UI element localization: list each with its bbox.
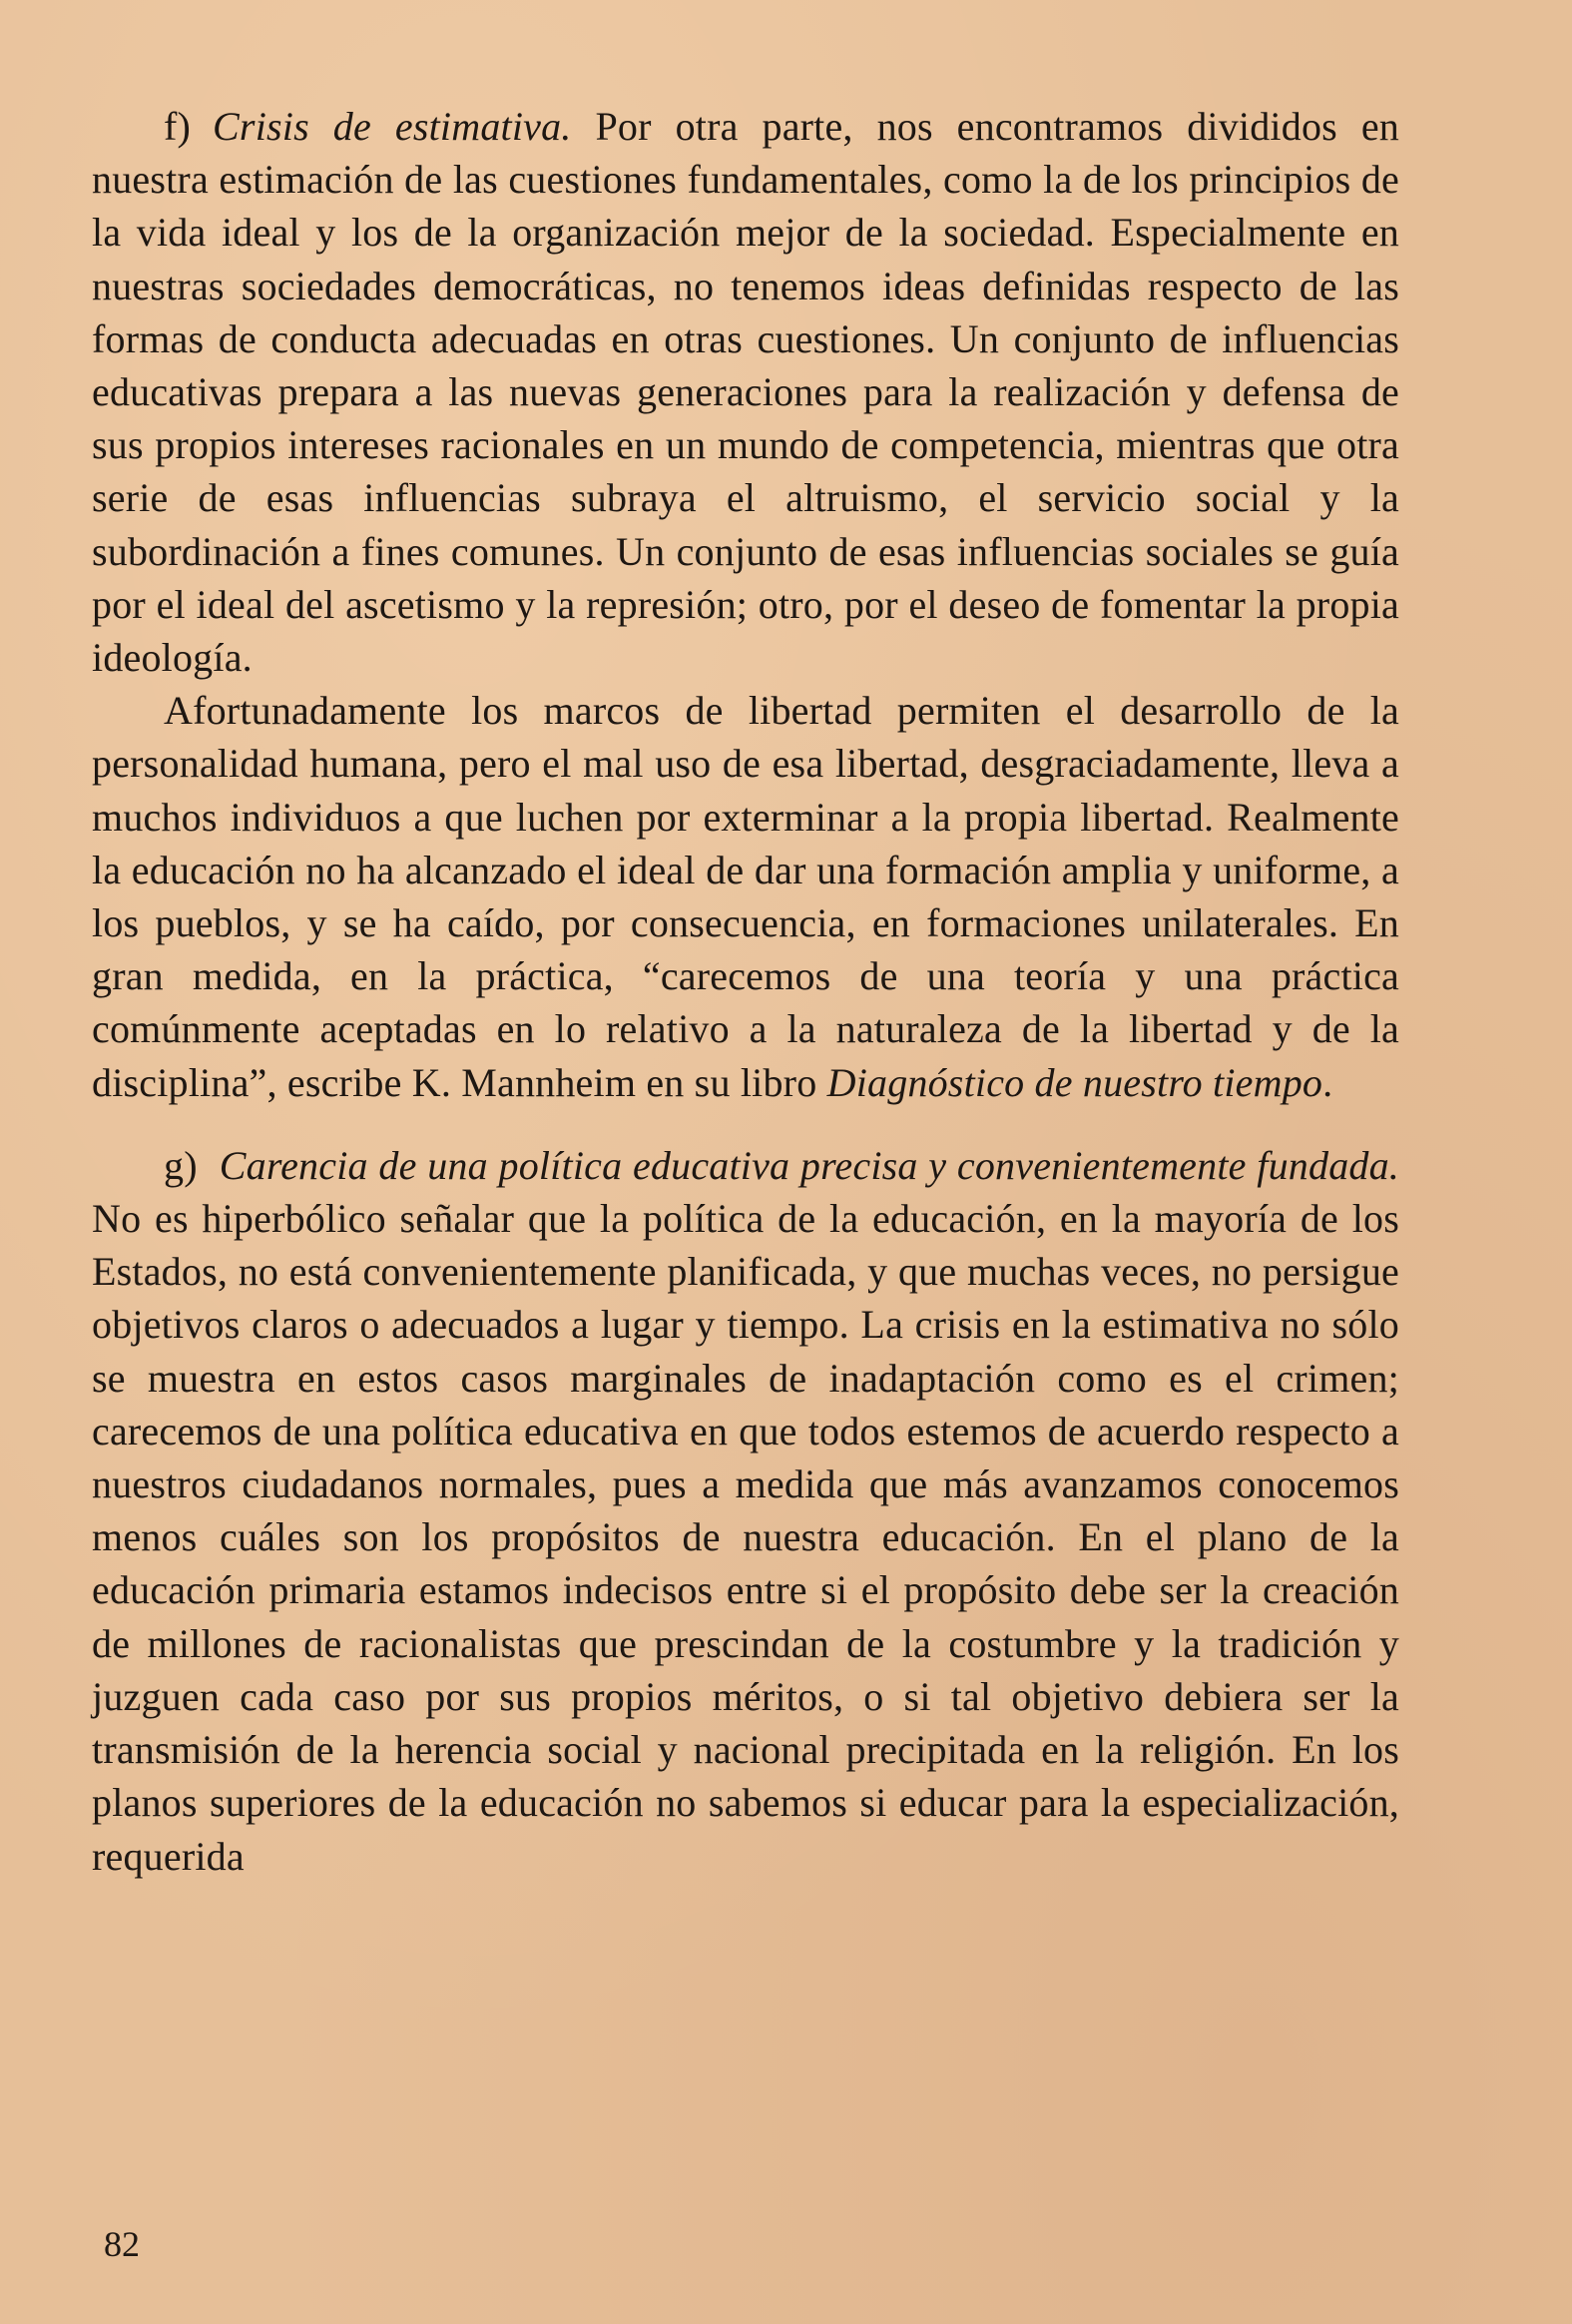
section-title-f: Crisis de estimativa. bbox=[213, 104, 572, 149]
paragraph-2-text: Afortunadamente los marcos de libertad permiten el desarrollo de la personalidad humana, pero el mal uso de esa libertad, desgraciadamente, lleva a muchos individuos a que luchen por exterminar a la propia libertad. Realmente la educación no ha alcanzado el ideal de dar una formación amplia y uniforme, a los pueblos, y se ha caído, por consecuencia, en formaciones unilaterales. En gran medida, en la práctica, “carecemos de una teoría y una práctica comúnmente aceptadas en lo relativo a la naturaleza de la libertad y de la disciplina”, escribe K. Mannheim en su libro bbox=[92, 688, 1399, 1105]
section-label-f: f) bbox=[164, 104, 192, 149]
body-text bbox=[92, 100, 1399, 1883]
section-text-g: No es hiperbólico señalar que la política de la educación, en la mayoría de los Estados, no está convenientemente planificada, y que muchas veces, no persigue objetivos claros o adecuados a lugar y tiempo. La crisis en la estimativa no sólo se muestra en estos casos marginales de inadaptación como es el crimen; carecemos de una política educativa en que todos estemos de acuerdo respecto a nuestros ciudadanos normales, pues a medida que más avanzamos conocemos menos cuáles son los propósitos de nuestra educación. En el plano de la educación primaria estamos indecisos entre si el propósito debe ser la creación de millones de racionalistas que prescindan de la costumbre y la tradición y juzguen cada caso por sus propios méritos, o si tal objetivo debiera ser la transmisión de la herencia social y nacional precipitada en la religión. En los planos superiores de la educación no sabemos si educar para la especialización, requerida bbox=[92, 1196, 1399, 1879]
section-text-f: Por otra parte, nos encontramos divididos en nuestra estimación de las cuestiones fundamentales, como la de los principios de la vida ideal y los de la organización mejor de la sociedad. Especialmente en nuestras sociedades democráticas, no tenemos ideas definidas respecto de las formas de conducta adecuadas en otras cuestiones. Un conjunto de influencias educativas prepara a las nuevas generaciones para la realización y defensa de sus propios intereses racionales en un mundo de competencia, mientras que otra serie de esas influencias subraya el altruismo, el servicio social y la subordinación a fines comunes. Un conjunto de esas influencias sociales se guía por el ideal del ascetismo y la represión; otro, por el deseo de fomentar la propia ideología. bbox=[92, 104, 1400, 681]
book-title: Diagnóstico de nuestro tiempo bbox=[826, 1059, 1323, 1105]
paragraph-f bbox=[92, 100, 1399, 684]
section-label-g: g) bbox=[164, 1142, 198, 1188]
paragraph-2-end: . bbox=[1322, 1059, 1333, 1105]
paragraph-g bbox=[92, 1139, 1399, 1883]
section-title-g: Carencia de una política educativa precisa y convenientemente fundada. bbox=[219, 1142, 1399, 1188]
paragraph-2 bbox=[92, 684, 1399, 1109]
page-number: 82 bbox=[104, 2224, 140, 2264]
